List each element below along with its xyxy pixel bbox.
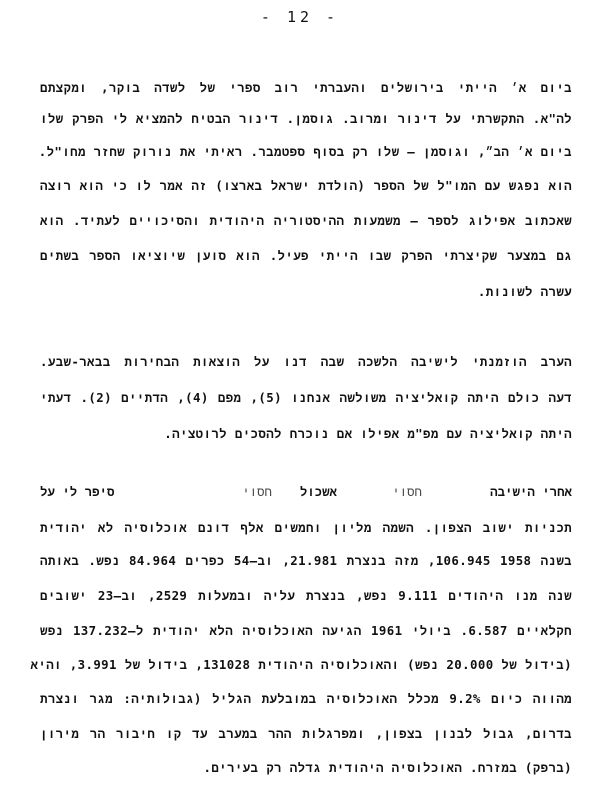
text-segment: סיפר לי על	[40, 484, 115, 499]
paragraph-3-line: בדרום, גבול לבנון בצפון, ומפרגלות ההר במערב עד קו חיבור הר מירון	[40, 726, 572, 741]
redaction-mark: חסוי	[392, 484, 422, 499]
paragraph-1-line: גם במצער שקיצרתי הפרק שבו הייתי פעיל. הוא סוען שיוציאו הספר בשתים	[40, 248, 572, 263]
paragraph-2-line: דעה כולם היתה קואליציה משולשה אנחנו (5), מפם (4), הדתיים (2). דעתי	[40, 390, 573, 405]
paragraph-1-line: עשרה לשונות.	[477, 284, 572, 299]
paragraph-3-line: חקלאיים 6.587. ביולי 1961 הגיעה האוכלוסיה הלא יהודית ל–137.232 נפש	[40, 623, 572, 638]
text-segment: אשכול	[299, 484, 337, 499]
paragraph-1-line: לה"א. התקשרתי על דינור ומרוב. גוסמן. דינור הבטיח להמציא לי הפרק שלו	[40, 111, 572, 126]
paragraph-3-line: תכניות ישוב הצפון. השמה מליון וחמשים אלף דונם אוכלוסיה לא יהודית	[40, 520, 572, 535]
paragraph-1-line: ביום א׳ הב״, וגוסמן – שלו רק בסוף ספטמבר. ראיתי את נורוק שחזר מחו"ל.	[38, 144, 572, 159]
page-number: - 12 -	[260, 8, 340, 26]
paragraph-2-line: הערב הוזמנתי לישיבה הלשכה שבה דנו על הוצאות הבחירות בבאר-שבע.	[40, 354, 572, 369]
text-segment: אחרי הישיבה	[490, 484, 572, 499]
paragraph-1-line: ביום א׳ הייתי בירושלים והעברתי רוב ספרי של לשדה בוקר, ומקצתם	[40, 80, 572, 95]
paragraph-3-line: מהווה כיום 9.2% מכלל האוכלוסיה במובלעת הגליל (גבולותיה: מגר ונצרת	[40, 691, 572, 706]
paragraph-3-line: (בידול של 20.000 נפש) והאוכלוסיה היהודית 131028, בידול של 3.991, והיא	[30, 657, 572, 672]
paragraph-2-line: היתה קואליציה עם מפ"מ אפילו אם נוכרח להסכים לרוטציה.	[164, 426, 572, 441]
redaction-mark: חסוי	[242, 484, 272, 499]
paragraph-3-line: שנה מנו היהודים 9.111 נפש, בנצרת עליה ובמעלות 2529, וב–23 ישובים	[40, 588, 572, 603]
paragraph-3-line: בשנה 1958 106.945, מזה בנצרת 21.981, וב–54 כפרים 84.964 נפש. באותה	[40, 553, 573, 568]
paragraph-1-line: הוא נפגש עם המו"ל של הספר (הולדת ישראל בארצו) זה אמר לו כי הוא רוצה	[40, 178, 572, 193]
paragraph-1-line: שאכתוב אפילוג לספר – משמעות ההיסטוריה היהודית והסיכויים לעתיד. הוא	[40, 213, 572, 228]
paragraph-3-line: (ברפק) במזרח. האוכלוסיה היהודית גדלה רק בעירים.	[203, 760, 572, 775]
